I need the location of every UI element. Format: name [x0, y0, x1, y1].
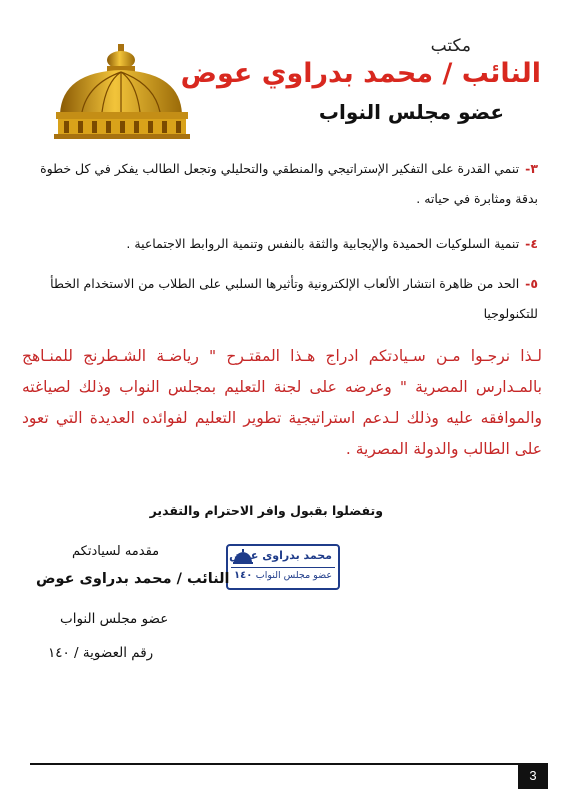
presented-by: مقدمه لسيادتكم [72, 544, 160, 559]
stamp-name: محمد بدراوى عوض [229, 549, 332, 562]
item-number: ٣- [525, 161, 538, 176]
office-title: مكتب [430, 36, 471, 56]
list-item [28, 229, 538, 259]
item-number: ٥- [525, 276, 538, 291]
stamp-member: عضو مجلس النواب [255, 570, 332, 581]
stamp-number: ١٤٠ [234, 570, 253, 581]
member-title: عضو مجلس النواب [318, 100, 504, 124]
stamp-divider [231, 567, 335, 568]
page-number: 3 [518, 763, 548, 789]
signature-name: النائب / محمد بدراوى عوض [36, 571, 230, 587]
membership-number: رقم العضوية / ١٤٠ [48, 645, 154, 661]
item-text: الحد من ظاهرة انتشار الألعاب الإلكترونية وتأثيرها السلبي على الطلاب من الاستخدام الخطأ للتكنولوجيا [50, 276, 538, 321]
closing-line: وتفضلوا بقبول وافر الاحترام والتقدير [149, 503, 383, 518]
signature-member: عضو مجلس النواب [60, 611, 169, 627]
parliament-dome-logo [52, 42, 192, 140]
item-number: ٤- [525, 236, 538, 251]
official-stamp [226, 544, 340, 590]
list-item [28, 154, 538, 214]
list-item [28, 269, 538, 329]
item-text: تنمي القدرة على التفكير الإستراتيجي والمنطقي والتحليلي وتجعل الطالب يفكر في كل خطوة بدقة ومثابرة في حياته . [40, 161, 538, 206]
footer-divider [30, 763, 518, 765]
deputy-name-title: النائب / محمد بدراوي عوض [180, 58, 541, 89]
item-text: تنمية السلوكيات الحميدة والإيجابية والثقة بالنفس وتنمية الروابط الاجتماعية . [126, 236, 520, 251]
request-paragraph: لـذا نرجـوا مـن سـيادتكم ادراج هـذا المقتـرح " رياضـة الشـطرنج للمنـاهج بالمـدارس المصرية " وعرضه على لجنة التعليم بمجلس النواب وذلك لصياغته والموافقه عليه وذلك لـدعم استراتيجية تطوير التعليم لفوائده العديدة التي تعود على الطالب والدولة المصرية . [22, 347, 542, 458]
